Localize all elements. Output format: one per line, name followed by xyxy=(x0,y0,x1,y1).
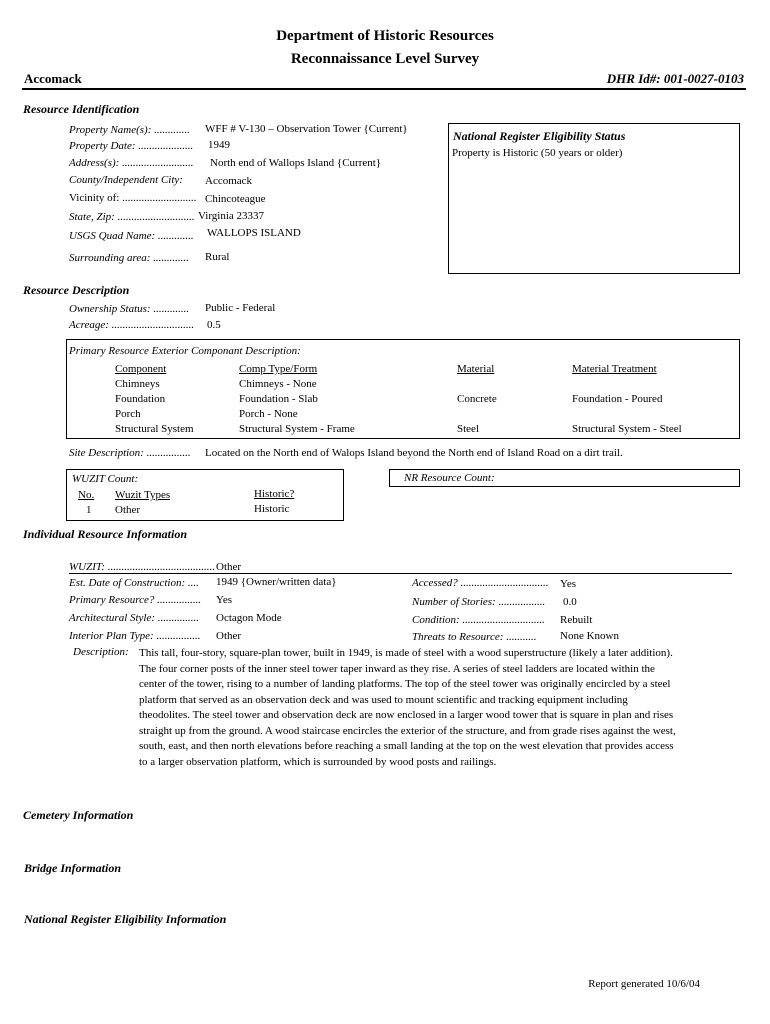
wuzit-divider xyxy=(69,573,732,574)
county-city-label: County/Independent City: xyxy=(69,174,183,186)
report-generated: Report generated 10/6/04 xyxy=(588,978,700,990)
ownership-status-label: Ownership Status: ............. xyxy=(69,303,190,315)
resource-identification-heading: Resource Identification xyxy=(23,102,140,116)
component-cell: Structural System xyxy=(115,423,194,435)
property-date-value: 1949 xyxy=(208,139,230,151)
description-text: This tall, four-story, square-plan tower, built in 1949, is made of steel with a wood superstructure (likely a later addition). The four corner posts of the inner steel tower taper inward as they rise. A series of steel ladders are located within the center of the tower, rising to a number of landing platforms. The top of the steel tower was originally encircled by a steel platform that served as an observation deck and was used to mount scientific and tracking equipment including theodolites. The steel tower and observation deck are now enclosed in a larger wood tower that is square in plan and rises straight up from the ground. A wood staircase encircles the exterior of the structure, and from grade rises against the west, south, east, and then north elevations before reaching a small landing at the top on the west elevation that provides access to a larger observation platform, which is surrounded by wood posts and railings. xyxy=(139,647,676,768)
interior-plan-label: Interior Plan Type: ................ xyxy=(69,630,201,642)
ownership-status-value: Public - Federal xyxy=(205,302,276,314)
interior-plan-value: Other xyxy=(216,630,242,642)
vicinity-label: Vicinity of: ........................... xyxy=(69,192,197,204)
property-names-label: Property Name(s): ............. xyxy=(69,124,190,136)
est-date-label: Est. Date of Construction: .... xyxy=(69,577,199,589)
wuzit-historic-header: Historic? xyxy=(254,488,295,500)
component-cell: Chimneys xyxy=(115,378,160,390)
acreage-value: 0.5 xyxy=(207,319,221,331)
wuzit-count-title: WUZIT Count: xyxy=(72,473,139,485)
wuzit-no-header: No. xyxy=(78,489,95,501)
county-name: Accomack xyxy=(24,71,82,86)
header-divider xyxy=(22,88,746,90)
comp-type-cell: Structural System - Frame xyxy=(239,423,355,435)
material-cell: Concrete xyxy=(457,393,497,405)
wuzit-type-cell: Other xyxy=(115,504,141,516)
wuzit-historic-cell: Historic xyxy=(254,503,290,515)
nr-eligibility-status-box xyxy=(448,123,740,274)
condition-label: Condition: .............................. xyxy=(412,614,545,626)
wuzit-count-box xyxy=(66,469,344,521)
surrounding-area-value: Rural xyxy=(205,251,230,263)
material-treatment-header: Material Treatment xyxy=(572,363,657,375)
material-cell: Steel xyxy=(457,423,479,435)
comp-type-cell: Porch - None xyxy=(239,408,298,420)
number-of-stories-value: 0.0 xyxy=(563,596,577,608)
material-treatment-cell: Foundation - Poured xyxy=(572,393,663,405)
individual-resource-heading: Individual Resource Information xyxy=(23,527,188,541)
property-date-label: Property Date: .................... xyxy=(69,140,194,152)
architectural-style-value: Octagon Mode xyxy=(216,612,282,624)
page-subtitle: Reconnaissance Level Survey xyxy=(290,51,480,67)
cemetery-heading: Cemetery Information xyxy=(23,808,134,822)
nr-resource-count-box xyxy=(389,469,740,487)
material-header: Material xyxy=(457,363,495,375)
threats-label: Threats to Resource: ........... xyxy=(412,631,537,643)
resource-description-heading: Resource Description xyxy=(23,283,130,297)
wuzit-value: Other xyxy=(216,561,242,573)
condition-value: Rebuilt xyxy=(560,614,593,626)
acreage-label: Acreage: .............................. xyxy=(69,319,195,331)
site-description-value: Located on the North end of Walops Island beyond the North end of Island Road on a dirt trail. xyxy=(205,447,623,459)
nr-eligibility-status-title: National Register Eligibility Status xyxy=(453,129,626,143)
address-value: North end of Wallops Island {Current} xyxy=(210,157,382,169)
components-box xyxy=(66,339,740,439)
threats-value: None Known xyxy=(560,630,619,642)
accessed-label: Accessed? ................................ xyxy=(412,577,549,589)
usgs-quad-label: USGS Quad Name: ............. xyxy=(69,230,194,242)
site-description-label: Site Description: ................ xyxy=(69,447,191,459)
county-city-value: Accomack xyxy=(205,175,253,187)
vicinity-value: Chincoteague xyxy=(205,193,266,205)
accessed-value: Yes xyxy=(560,578,577,590)
component-cell: Porch xyxy=(115,408,141,420)
dhr-id: DHR Id#: 001-0027-0103 xyxy=(606,71,744,86)
wuzit-types-header: Wuzit Types xyxy=(115,489,171,501)
state-zip-value: Virginia 23337 xyxy=(198,210,265,222)
comp-type-cell: Chimneys - None xyxy=(239,378,317,390)
usgs-quad-value: WALLOPS ISLAND xyxy=(207,227,301,239)
components-title: Primary Resource Exterior Componant Description: xyxy=(69,345,301,357)
description-label: Description: xyxy=(73,646,129,658)
surrounding-area-label: Surrounding area: ............. xyxy=(69,252,189,264)
comp-type-header: Comp Type/Form xyxy=(239,363,318,375)
property-names-value: WFF # V-130 – Observation Tower {Current} xyxy=(205,123,408,135)
est-date-value: 1949 {Owner/written data} xyxy=(216,576,337,588)
primary-resource-label: Primary Resource? ................ xyxy=(69,594,202,606)
page-title: Department of Historic Resources xyxy=(276,28,494,44)
address-label: Address(s): .......................... xyxy=(69,157,194,169)
wuzit-label: WUZIT: ....................................... xyxy=(69,561,216,573)
architectural-style-label: Architectural Style: ............... xyxy=(69,612,200,624)
nr-eligibility-info-heading: National Register Eligibility Information xyxy=(24,912,227,926)
component-cell: Foundation xyxy=(115,393,166,405)
component-header: Component xyxy=(115,363,167,375)
material-treatment-cell: Structural System - Steel xyxy=(572,423,682,435)
primary-resource-value: Yes xyxy=(216,594,233,606)
nr-resource-count-title: NR Resource Count: xyxy=(404,472,495,484)
bridge-heading: Bridge Information xyxy=(24,861,122,875)
comp-type-cell: Foundation - Slab xyxy=(239,393,318,405)
wuzit-no-cell: 1 xyxy=(86,504,92,516)
nr-eligibility-status-text: Property is Historic (50 years or older) xyxy=(452,147,623,159)
state-zip-label: State, Zip: ............................ xyxy=(69,211,195,223)
number-of-stories-label: Number of Stories: ................. xyxy=(412,596,546,608)
